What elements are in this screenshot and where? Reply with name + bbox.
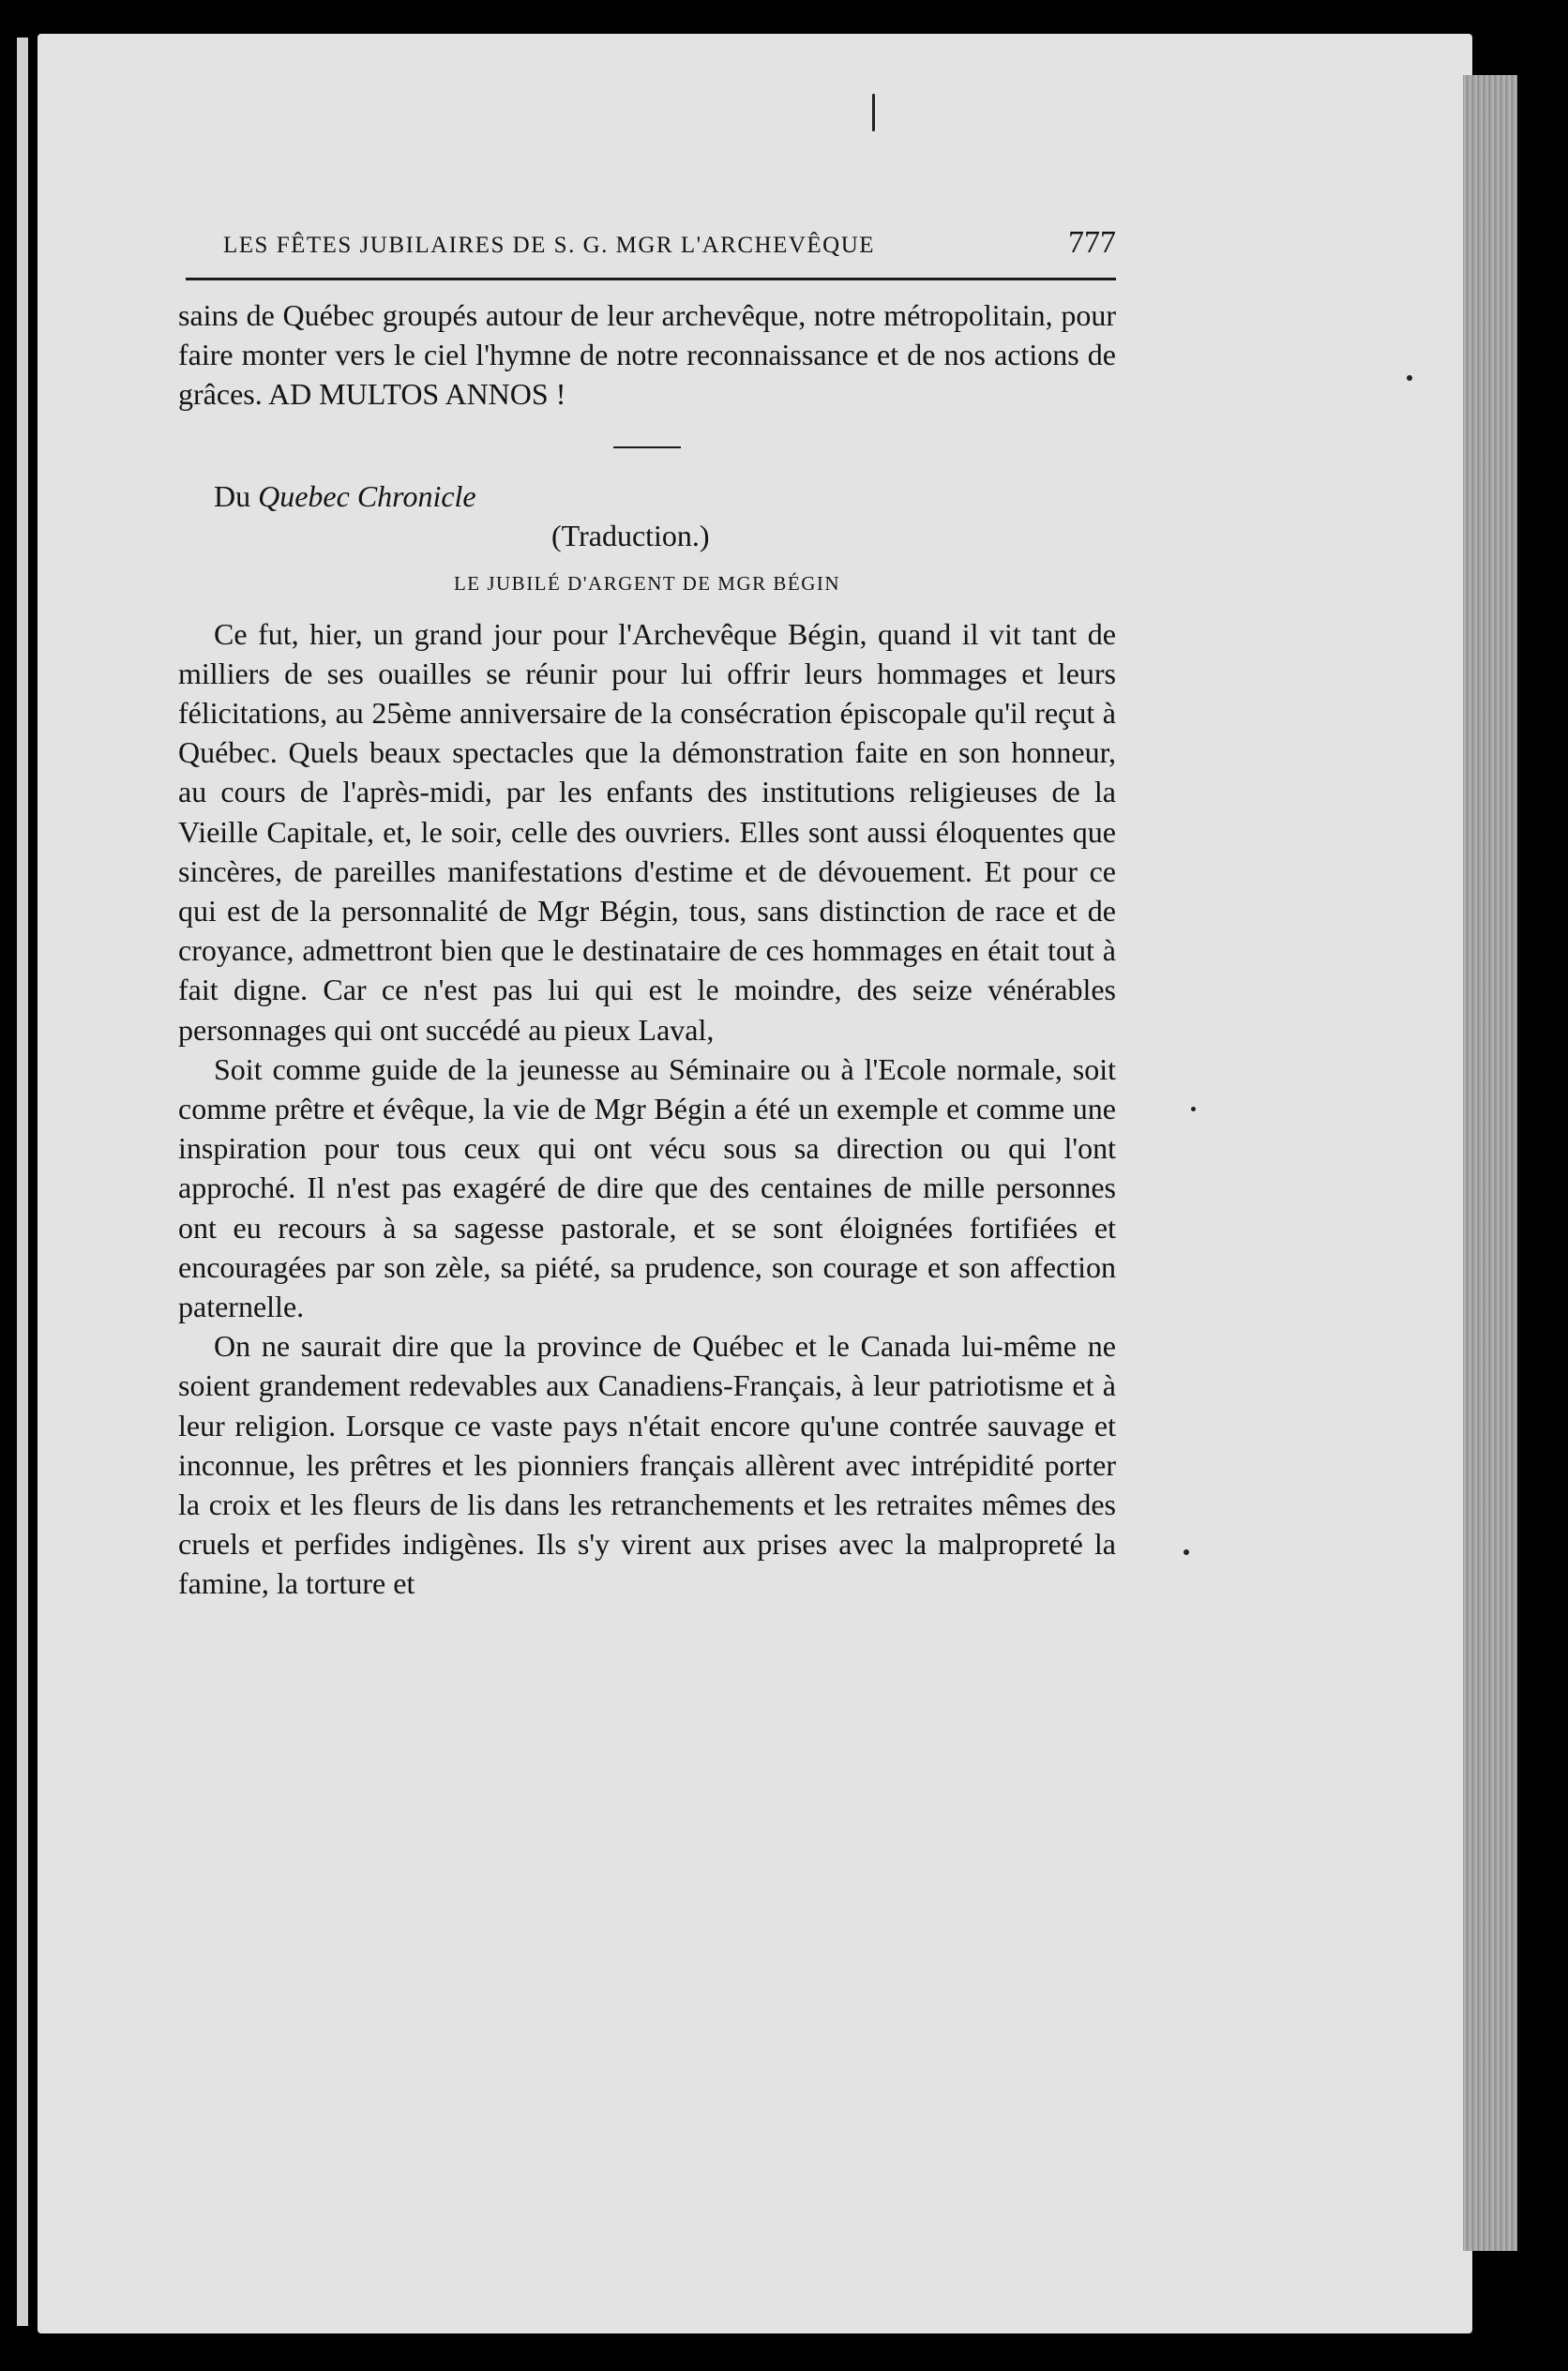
body-paragraph: Ce fut, hier, un grand jour pour l'Archevêque Bégin, quand il vit tant de milliers de ses ouailles se réunir pour lui offrir leurs hommages et leurs félicitations, au 25ème anniversaire de la consécration épiscopale qu'il reçut à Québec. Quels beaux spectacles que la démonstration faite en son honneur, au cours de l'après-midi, par les enfants des institutions religieuses de la Vieille Capitale, et, le soir, celle des ouvriers. Elles sont aussi éloquentes que sincères, de pareilles manifestations d'estime et de dévouement. Et pour ce qui est de la personnalité de Mgr Bégin, tous, sans distinction de race et de croyance, admettront bien que le destinataire de ces hommages en était tout à fait digne. Car ce n'est pas lui qui est le moindre, des seize vénérables personnages qui ont succédé au pieux Laval,: [178, 616, 1116, 1047]
running-head: [178, 225, 1116, 270]
adjacent-page-edge: [17, 38, 28, 2326]
scan-mark: [872, 94, 875, 131]
source-line: [214, 476, 1116, 516]
source-prefix: Du: [214, 478, 251, 513]
page-number: 777: [1068, 225, 1116, 260]
article-title: LE JUBILÉ D'ARGENT DE MGR BÉGIN: [453, 571, 841, 595]
scan-speck: [1191, 1107, 1196, 1111]
opening-paragraph: sains de Québec groupés autour de leur archevêque, notre métropolitain, pour faire monter vers le ciel l'hymne de notre reconnaissance et de nos actions de grâces. AD MULTOS ANNOS !: [178, 298, 1116, 412]
scan-speck: [1184, 1549, 1189, 1555]
page-stack-edge: [1463, 75, 1517, 2251]
section-divider: [613, 446, 681, 448]
page-content: [178, 225, 1116, 1604]
running-head-title: LES FÊTES JUBILAIRES DE S. G. MGR L'ARCHEVÊQUE: [223, 233, 876, 258]
translation-note: (Traduction.): [551, 518, 710, 552]
scan-speck: [1407, 375, 1412, 381]
source-publication: Quebec Chronicle: [258, 478, 476, 513]
header-rule: [186, 278, 1116, 280]
body-paragraph: Soit comme guide de la jeunesse au Séminaire ou à l'Ecole normale, soit comme prêtre et évêque, la vie de Mgr Bégin a été un exemple et comme une inspiration pour tous ceux qui ont vécu sous sa direction ou qui l'ont approché. Il n'est pas exagéré de dire que des centaines de mille personnes ont eu recours à sa sagesse pastorale, et se sont éloignées fortifiées et encouragées par son zèle, sa piété, sa prudence, son courage et son affection paternelle.: [178, 1051, 1116, 1324]
body-paragraph: On ne saurait dire que la province de Québec et le Canada lui-même ne soient grandement redevables aux Canadiens-Français, à leur patriotisme et à leur religion. Lorsque ce vaste pays n'était encore qu'une contrée sauvage et inconnue, les prêtres et les pionniers français allèrent avec intrépidité porter la croix et les fleurs de lis dans les retranchements et les retraites mêmes des cruels et perfides indigènes. Ils s'y virent aux prises avec la malpropreté la famine, la torture et: [178, 1329, 1116, 1601]
